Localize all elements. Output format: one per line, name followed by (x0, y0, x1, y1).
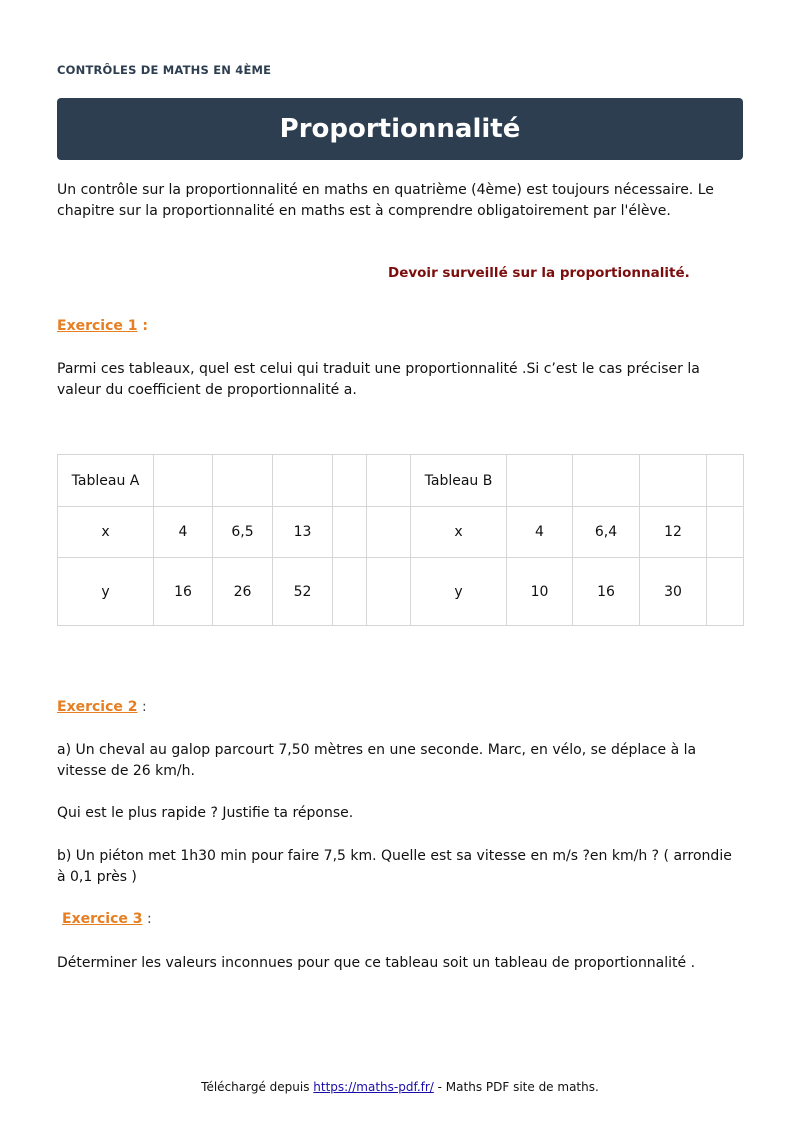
exercice-1-line-2: valeur du coefficient de proportionnalité a. (57, 382, 357, 398)
table-cell (367, 455, 411, 507)
table-cell (640, 455, 707, 507)
table-cell: x (411, 507, 507, 558)
table-cell: 10 (507, 558, 573, 626)
table-cell (573, 455, 640, 507)
exercice-2-part-a (57, 740, 747, 782)
footer-prefix: Téléchargé depuis (201, 1080, 314, 1094)
exercice-2-b-line-2: à 0,1 près ) (57, 869, 137, 885)
header-label: CONTRÔLES DE MATHS EN 4ÈME (57, 63, 272, 77)
table-cell (154, 455, 213, 507)
table-cell (367, 558, 411, 626)
intro-line-1: Un contrôle sur la proportionnalité en maths en quatrième (4ème) est toujours nécessaire. Le (57, 182, 714, 198)
table-cell: 12 (640, 507, 707, 558)
footer-suffix: - Maths PDF site de maths. (433, 1080, 599, 1094)
intro-paragraph (57, 180, 747, 222)
table-cell: 30 (640, 558, 707, 626)
exercice-2-a-line-2: vitesse de 26 km/h. (57, 763, 195, 779)
proportion-table (57, 454, 744, 626)
exercice-2-a-line-1: a) Un cheval au galop parcourt 7,50 mètres en une seconde. Marc, en vélo, se déplace à la (57, 742, 697, 758)
table-cell: y (58, 558, 154, 626)
table-cell (507, 455, 573, 507)
table-cell (707, 455, 744, 507)
table-cell: 13 (273, 507, 333, 558)
exercice-3-colon: : (142, 911, 152, 927)
exercice-3-statement: Déterminer les valeurs inconnues pour que ce tableau soit un tableau de proportionnalité . (57, 955, 696, 971)
table-cell (707, 507, 744, 558)
table-cell (333, 558, 367, 626)
exercice-2-title (57, 699, 147, 715)
table-row (58, 558, 744, 626)
table-cell: y (411, 558, 507, 626)
exercice-2-b-line-1: b) Un piéton met 1h30 min pour faire 7,5 km. Quelle est sa vitesse en m/s ?en km/h ? ( arrondie (57, 848, 732, 864)
table-cell (367, 507, 411, 558)
table-row (58, 455, 744, 507)
exercice-2-label: Exercice 2 (57, 699, 138, 715)
table-cell: Tableau B (411, 455, 507, 507)
exercice-3-title (62, 911, 152, 927)
table-cell: x (58, 507, 154, 558)
footer-link[interactable]: https://maths-pdf.fr/ (313, 1080, 434, 1094)
table-cell (273, 455, 333, 507)
table-cell (707, 558, 744, 626)
exercice-2-part-b (57, 846, 747, 888)
table-cell: 6,5 (213, 507, 273, 558)
table-cell: 52 (273, 558, 333, 626)
devoir-heading: Devoir surveillé sur la proportionnalité. (388, 265, 690, 281)
table-cell: 26 (213, 558, 273, 626)
page-title: Proportionnalité (279, 114, 521, 144)
footer (0, 1080, 800, 1094)
exercice-2-question: Qui est le plus rapide ? Justifie ta réponse. (57, 805, 354, 821)
table-cell (213, 455, 273, 507)
exercice-1-line-1: Parmi ces tableaux, quel est celui qui traduit une proportionnalité .Si c’est le cas préciser la (57, 361, 700, 377)
intro-line-2: chapitre sur la proportionnalité en maths est à comprendre obligatoirement par l'élève. (57, 203, 671, 219)
table-cell: 6,4 (573, 507, 640, 558)
title-banner (57, 98, 743, 160)
table-cell (333, 455, 367, 507)
table-cell: 4 (154, 507, 213, 558)
table-cell: 16 (154, 558, 213, 626)
table-row (58, 507, 744, 558)
exercice-3-label: Exercice 3 (62, 911, 143, 927)
exercice-1-title (57, 318, 148, 334)
table-cell: 16 (573, 558, 640, 626)
exercice-1-statement (57, 359, 747, 401)
exercice-1-colon: : (137, 318, 148, 334)
table-cell (333, 507, 367, 558)
table-cell: 4 (507, 507, 573, 558)
table-cell: Tableau A (58, 455, 154, 507)
exercice-1-label: Exercice 1 (57, 318, 138, 334)
exercice-2-colon: : (137, 699, 147, 715)
